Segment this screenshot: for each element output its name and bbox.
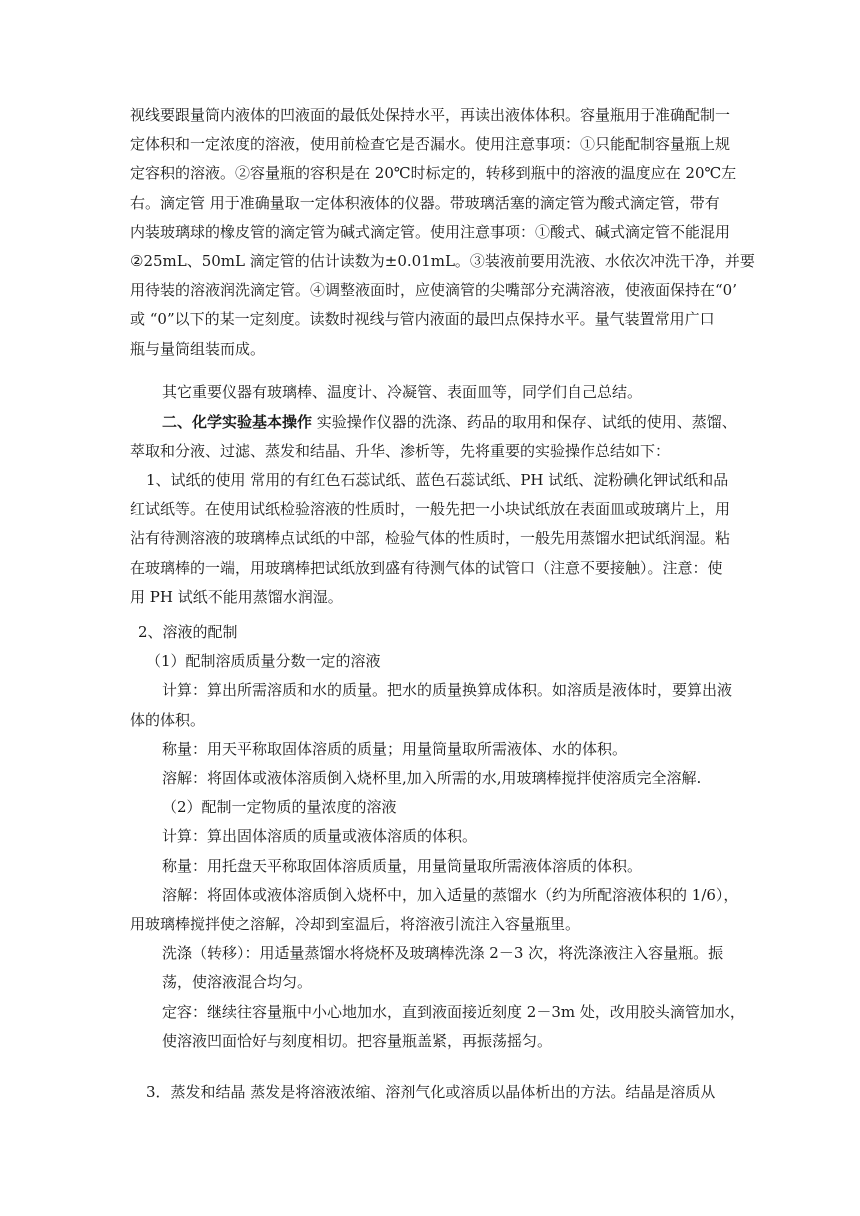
text-line: 内装玻璃球的橡皮管的滴定管为碱式滴定管。使用注意事项：①酸式、碱式滴定管不能混用 xyxy=(130,222,731,241)
text-line: 称量：用天平称取固体溶质的质量；用量筒量取所需液体、水的体积。 xyxy=(162,739,628,758)
text-line: 溶解：将固体或液体溶质倒入烧杯中，加入适量的蒸馏水（约为所配溶液体积的 1/6）， xyxy=(162,885,739,904)
text-line: 用玻璃棒搅拌使之溶解，冷却到室温后，将溶液引流注入容量瓶里。 xyxy=(130,915,581,934)
text-line: 定容：继续往容量瓶中小心地加水，直到液面接近刻度 2－3m 处，改用胶头滴管加水， xyxy=(162,1002,745,1021)
text-line: 用 PH 试纸不能用蒸馏水润湿。 xyxy=(130,587,343,606)
item-evaporation xyxy=(130,1078,735,1107)
text-line: 定体积和一定浓度的溶液，使用前检查它是否漏水。使用注意事项：①只能配制容量瓶上规 xyxy=(130,135,731,154)
text-line: ②25mL、50mL 滴定管的估计读数为±0.01mL。③装液前要用洗液、水依次冲洗干净，并要 xyxy=(130,252,755,271)
item-title: 2、溶液的配制 xyxy=(138,623,238,641)
text-line: 计算：算出固体溶质的质量或液体溶质的体积。 xyxy=(162,827,478,846)
item-test-paper xyxy=(130,466,735,612)
text-line: 使溶液凹面恰好与刻度相切。把容量瓶盖紧，再振荡摇匀。 xyxy=(162,1031,553,1050)
text-line xyxy=(130,408,735,437)
subsection-title: （1）配制溶质质量分数一定的溶液 xyxy=(146,652,381,671)
text-line: 视线要跟量筒内液体的凹液面的最低处保持水平，再读出液体体积。容量瓶用于准确配制一 xyxy=(130,106,731,124)
text-line: 计算：算出所需溶质和水的质量。把水的质量换算成体积。如溶质是液体时，要算出液 xyxy=(162,681,733,700)
text-line: 右。滴定管 用于准确量取一定体积液体的仪器。带玻璃活塞的滴定管为酸式滴定管，带有 xyxy=(130,193,720,212)
text-line: 萃取和分液、过滤、蒸发和结晶、升华、渗析等，先将重要的实验操作总结如下： xyxy=(130,442,671,461)
text-line: 瓶与量筒组装而成。 xyxy=(130,339,266,358)
section-basic-operations xyxy=(130,408,735,466)
text-line: 或 “0”以下的某一定刻度。读数时视线与管内液面的最凹点保持水平。量气装置常用广口 xyxy=(130,310,715,329)
text-line: 1、试纸的使用 常用的有红色石蕊试纸、蓝色石蕊试纸、PH 试纸、淀粉碘化钾试纸和品 xyxy=(146,471,729,489)
text-line: 其它重要仪器有玻璃棒、温度计、冷凝管、表面皿等，同学们自己总结。 xyxy=(162,383,643,401)
paragraph-instruments xyxy=(130,101,755,364)
section-text: 实验操作仪器的洗涤、药品的取用和保存、试纸的使用、蒸馏、 xyxy=(312,413,737,431)
text-line: 称量：用托盘天平称取固体溶质质量，用量筒量取所需液体溶质的体积。 xyxy=(162,856,643,875)
section-heading: 二、化学实验基本操作 xyxy=(162,413,313,431)
text-line: 在玻璃棒的一端，用玻璃棒把试纸放到盛有待测气体的试管口（注意不要接触）。注意：使 xyxy=(130,558,723,577)
text-line: 用待装的溶液润洗滴定管。④调整液面时，应使滴管的尖嘴部分充满溶液，使液面保持在“0’ xyxy=(130,281,737,300)
text-line: 洗涤（转移）：用适量蒸馏水将烧杯及玻璃棒洗涤 2－3 次，将洗涤液注入容量瓶。振 xyxy=(162,944,724,963)
subsection-title: （2）配制一定物质的量浓度的溶液 xyxy=(162,798,397,817)
paragraph-other-instruments xyxy=(130,378,735,407)
text-line: 红试纸等。在使用试纸检验溶液的性质时，一般先把一小块试纸放在表面皿或玻璃片上，用 xyxy=(130,500,731,519)
text-line: 体的体积。 xyxy=(130,710,206,729)
text-line: 溶解：将固体或液体溶质倒入烧杯里,加入所需的水,用玻璃棒搅拌使溶质完全溶解. xyxy=(162,769,702,788)
text-line: 沾有待测溶液的玻璃棒点试纸的中部，检验气体的性质时，一般先用蒸馏水把试纸润湿。粘 xyxy=(130,529,731,548)
item-solution-prep xyxy=(130,618,745,1056)
text-line: 定容积的溶液。②容量瓶的容积是在 20℃时标定的，转移到瓶中的溶液的温度应在 20℃左 xyxy=(130,164,737,183)
text-line: 荡，使溶液混合均匀。 xyxy=(162,973,313,992)
text-line: 3．蒸发和结晶 蒸发是将溶液浓缩、溶剂气化或溶质以晶体析出的方法。结晶是溶质从 xyxy=(146,1083,716,1101)
